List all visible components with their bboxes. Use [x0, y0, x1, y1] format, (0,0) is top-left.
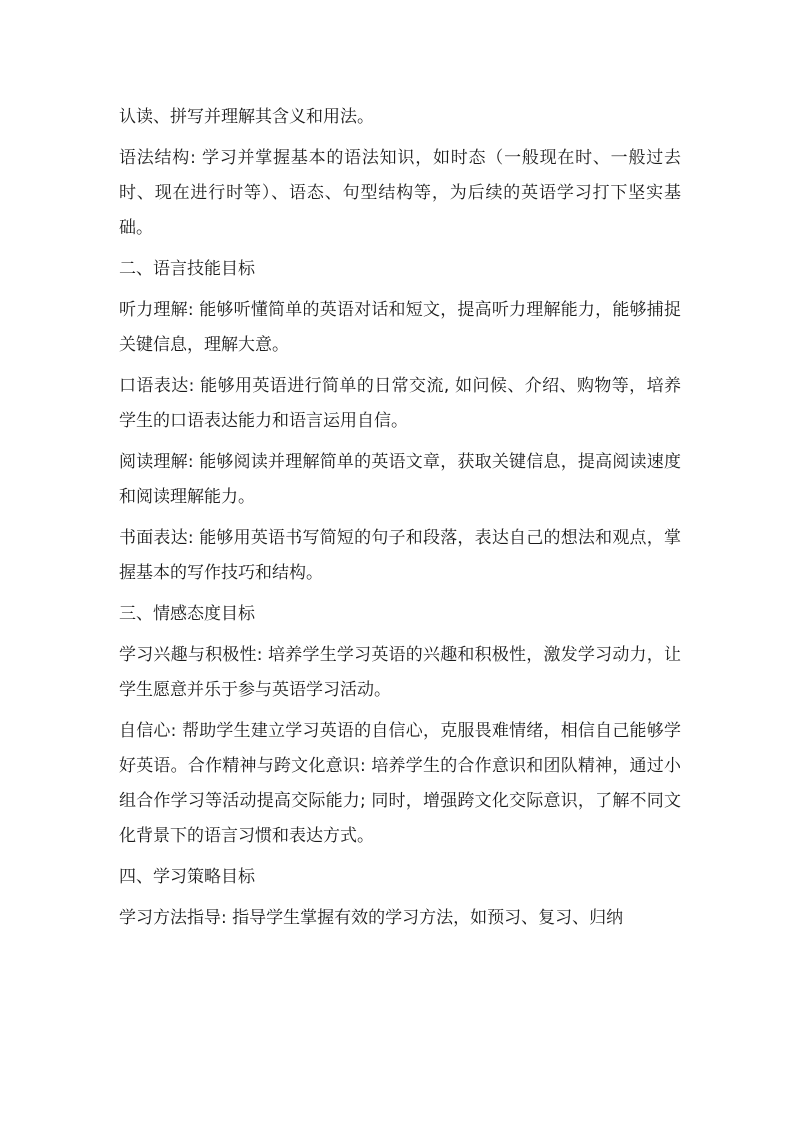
paragraph-vocabulary-end: 认读、拼写并理解其含义和用法。	[119, 107, 374, 127]
paragraph-learning-methods: 学习方法指导: 指导学生掌握有效的学习方法，如预习、复习、归纳	[119, 908, 624, 928]
section-heading-language-skills: 二、语言技能目标	[119, 259, 255, 279]
paragraph-confidence-cooperation: 自信心: 帮助学生建立学习英语的自信心，克服畏难情绪，相信自己能够学好英语。合作精神与跨文化意识: 培养学生的合作意识和团队精神，通过小组合作学习等活动提高交际能力; 同时，增强跨文化交际意识，了解不同文化背景下的语言习惯和表达方式。	[119, 721, 681, 846]
document-body	[119, 100, 681, 942]
paragraph-speaking: 口语表达: 能够用英语进行简单的日常交流, 如问候、介绍、购物等，培养学生的口语表达能力和语言运用自信。	[119, 376, 681, 431]
paragraph-interest-motivation: 学习兴趣与积极性: 培养学生学习英语的兴趣和积极性，激发学习动力，让学生愿意并乐于参与英语学习活动。	[119, 645, 681, 700]
paragraph-grammar-structure: 语法结构: 学习并掌握基本的语法知识，如时态（一般现在时、一般过去时、现在进行时等）、语态、句型结构等，为后续的英语学习打下坚实基础。	[119, 148, 681, 238]
section-heading-learning-strategies: 四、学习策略目标	[119, 867, 255, 887]
section-heading-emotional-attitude: 三、情感态度目标	[119, 604, 255, 624]
paragraph-listening: 听力理解: 能够听懂简单的英语对话和短文，提高听力理解能力，能够捕捉关键信息，理解大意。	[119, 300, 681, 355]
paragraph-reading: 阅读理解: 能够阅读并理解简单的英语文章，获取关键信息，提高阅读速度和阅读理解能力。	[119, 452, 681, 507]
paragraph-writing: 书面表达: 能够用英语书写简短的句子和段落，表达自己的想法和观点，掌握基本的写作技巧和结构。	[119, 528, 681, 583]
